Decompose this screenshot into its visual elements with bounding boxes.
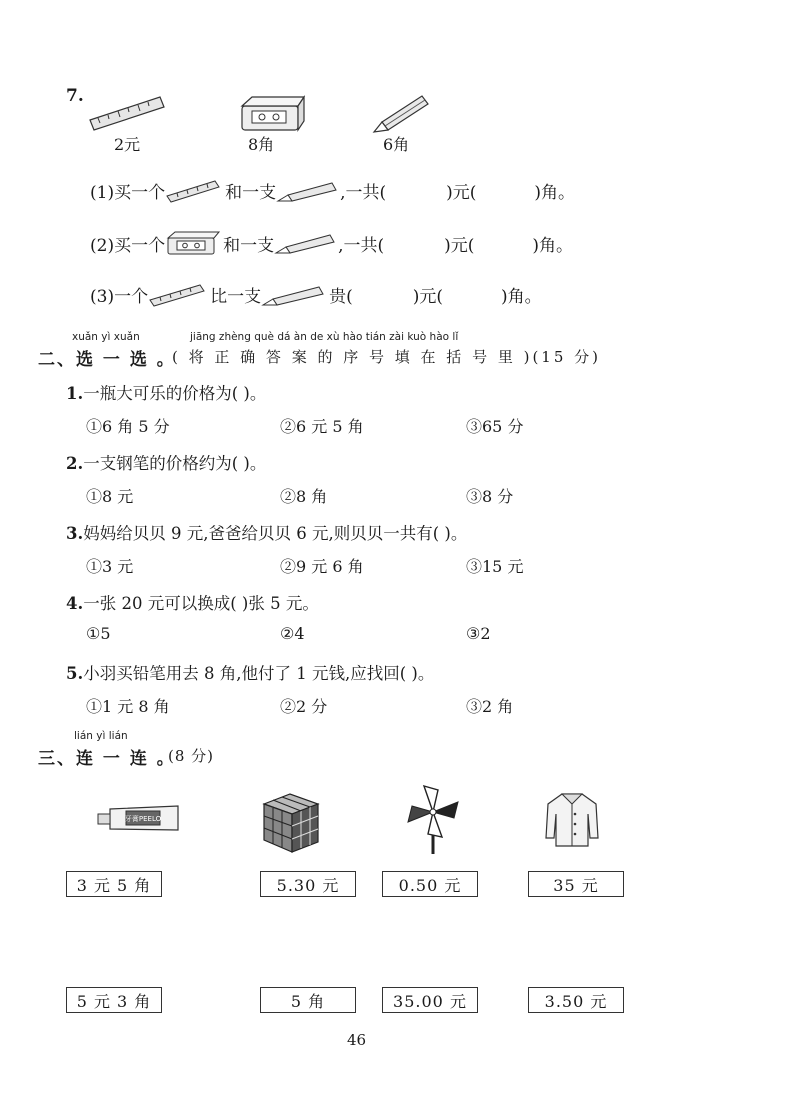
q4-number: 4. [66, 594, 84, 613]
section2-title-pinyin: xuǎn yì xuǎn [72, 331, 140, 343]
section2-note: ( 将 正 确 答 案 的 序 号 填 在 括 号 里 )(15 分) [172, 348, 602, 366]
q3-option-3[interactable]: ③15 元 [466, 557, 524, 576]
sub2-mid: 和一支 [223, 235, 275, 256]
ruler-price: 2元 [114, 135, 141, 154]
q3-option-1[interactable]: ①3 元 [86, 557, 134, 576]
section3-note: (8 分) [168, 747, 215, 765]
toothpaste-label: 牙膏PEELO [124, 815, 162, 823]
price-box-top-3[interactable]: 0.50 元 [382, 871, 478, 897]
ruler-icon [165, 179, 221, 203]
question-5 [66, 660, 434, 684]
pencil-sharpener-icon [238, 94, 306, 134]
pencil-sharpener-icon [165, 230, 221, 256]
price-box-bottom-2[interactable]: 5 角 [260, 987, 356, 1013]
ruler-icon [148, 283, 206, 307]
price-box-bottom-1[interactable]: 5 元 3 角 [66, 987, 162, 1013]
question-3 [66, 520, 467, 544]
price-box-bottom-3[interactable]: 35.00 元 [382, 987, 478, 1013]
pencil-price: 6角 [383, 135, 410, 154]
sub2-total: ,一共( [338, 235, 385, 256]
question-7-number: 7. [66, 86, 84, 106]
q7-sub1 [90, 178, 575, 203]
pencil-icon [276, 179, 340, 203]
section2-note-pinyin: jiāng zhèng què dá àn de xù hào tián zài kuò hào lǐ [190, 331, 459, 343]
sub3-total: 贵( [329, 287, 353, 307]
q5-option-3[interactable]: ③2 角 [466, 697, 514, 716]
sub1-mid: 和一支 [225, 183, 277, 203]
q1-option-2[interactable]: ②6 元 5 角 [280, 417, 364, 436]
sub3-yuan: )元( [412, 287, 443, 307]
question-1 [66, 380, 266, 404]
q3-option-2[interactable]: ②9 元 6 角 [280, 557, 364, 576]
q1-option-3[interactable]: ③65 分 [466, 417, 524, 436]
q7-sub3 [90, 282, 542, 307]
pencil-icon [368, 92, 430, 134]
q4-option-1[interactable]: ①5 [86, 624, 111, 643]
q2-text: 一支钢笔的价格约为( )。 [83, 454, 267, 473]
section2-title: 二、选 一 选 。 [38, 350, 176, 370]
page-number: 46 [347, 1031, 367, 1049]
rubiks-cube-icon [260, 790, 322, 856]
q2-number: 2. [66, 454, 84, 473]
q1-option-1[interactable]: ①6 角 5 分 [86, 417, 170, 436]
sharpener-price: 8角 [248, 135, 275, 154]
price-box-top-2[interactable]: 5.30 元 [260, 871, 356, 897]
sub1-yuan: )元( [446, 183, 477, 203]
q7-sub2 [90, 230, 573, 256]
pencil-icon [261, 283, 329, 307]
sub3-label: (3)一个 [90, 287, 149, 307]
q1-text: 一瓶大可乐的价格为( )。 [83, 384, 267, 403]
sub1-total: ,一共( [340, 183, 387, 203]
pencil-icon [274, 231, 338, 255]
sub3-jiao: )角。 [501, 287, 542, 307]
q2-option-3[interactable]: ③8 分 [466, 487, 514, 506]
question-2 [66, 450, 266, 474]
sub1-label: (1)买一个 [90, 183, 166, 203]
q5-option-2[interactable]: ②2 分 [280, 697, 328, 716]
sub2-yuan: )元( [444, 235, 475, 256]
price-box-top-4[interactable]: 35 元 [528, 871, 624, 897]
section3-title: 三、连 一 连 。 [38, 749, 176, 769]
sub2-jiao: )角。 [532, 235, 574, 256]
q2-option-1[interactable]: ①8 元 [86, 487, 134, 506]
q5-text: 小羽买铅笔用去 8 角,他付了 1 元钱,应找回( )。 [83, 664, 435, 683]
ruler-icon [88, 94, 166, 134]
sub3-mid: 比一支 [210, 287, 262, 307]
question-4 [66, 590, 319, 614]
pinwheel-icon [404, 782, 462, 856]
sub2-label: (2)买一个 [90, 235, 166, 256]
section3-title-pinyin: lián yì lián [74, 730, 128, 742]
q5-number: 5. [66, 664, 84, 683]
q5-option-1[interactable]: ①1 元 8 角 [86, 697, 170, 716]
q1-number: 1. [66, 384, 84, 403]
toothpaste-icon [96, 802, 182, 836]
q3-number: 3. [66, 524, 84, 543]
price-box-bottom-4[interactable]: 3.50 元 [528, 987, 624, 1013]
q4-text: 一张 20 元可以换成( )张 5 元。 [83, 594, 319, 613]
q4-option-3[interactable]: ③2 [466, 624, 491, 643]
q3-text: 妈妈给贝贝 9 元,爸爸给贝贝 6 元,则贝贝一共有( )。 [83, 524, 468, 543]
jacket-icon [544, 790, 600, 848]
sub1-jiao: )角。 [534, 183, 576, 203]
q2-option-2[interactable]: ②8 角 [280, 487, 328, 506]
q4-option-2[interactable]: ②4 [280, 624, 305, 643]
price-box-top-1[interactable]: 3 元 5 角 [66, 871, 162, 897]
